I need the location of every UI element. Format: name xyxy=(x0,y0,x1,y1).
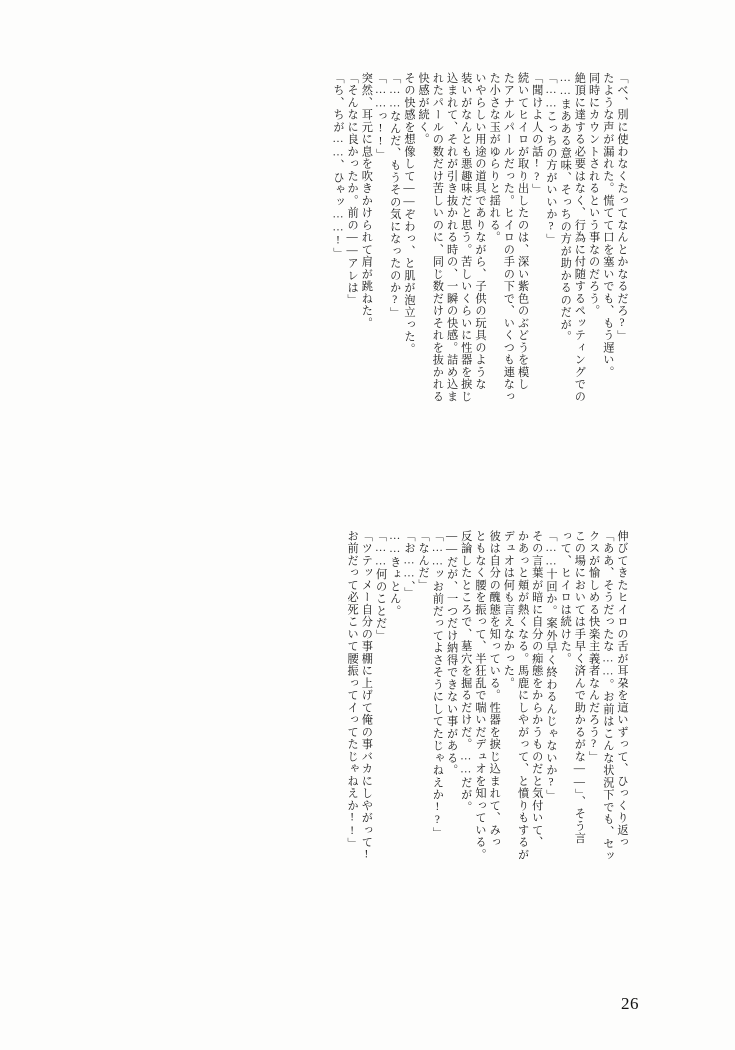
text-column: ……まあある意味、そっちの方が助かるのだが。 xyxy=(559,72,572,344)
text-block-lower xyxy=(343,530,627,925)
text-column: 「そんなに良かったか。前の——アレは」 xyxy=(346,72,359,307)
text-block-upper xyxy=(329,72,627,492)
text-column: その言葉が暗に自分の痴態をからかうものだと気付いて、 xyxy=(530,530,543,849)
text-column: 反論したところで、墓穴を掘るだけだ。……だが。 xyxy=(459,530,472,814)
text-column: クスが愉しめる快楽主義者なんだろう?」 xyxy=(587,530,600,764)
text-column: 快感が続く。 xyxy=(417,72,430,146)
text-column: 絶頂に達する必要はなく、行為に付随するペッティングでの xyxy=(573,72,586,403)
text-column: 彼は自分の醜態を知っている。性器を捩じ込まれて、みっ xyxy=(488,530,501,849)
text-column: 続いてヒイロが取り出したのは、深い紫色のぶどうを模し xyxy=(516,72,529,391)
text-column: ともなく腰を振って、半狂乱で喘いだデュオを知っている。 xyxy=(473,530,486,861)
text-column: ……きょとん。 xyxy=(388,530,401,618)
text-column: って、ヒイロは続けた。 xyxy=(559,530,572,665)
text-column: 「……なんだ、もうその気になったのか?」 xyxy=(388,72,401,320)
page-number: 26 xyxy=(621,994,639,1013)
text-column: お前だって必死こいて腰振ってイってたじゃねえか!!」 xyxy=(346,530,359,851)
text-column: たような声が漏れた。慌てて口を塞いでも、もう遅い。 xyxy=(601,72,614,379)
text-column: 「ああ、そうだったな……。お前はこんな状況下でも、セッ xyxy=(601,530,614,863)
text-column: 込まれて、それが引き抜かれる時の、一瞬の快感。詰め込ま xyxy=(445,72,458,403)
text-column: かあっと頬が熱くなる。馬鹿にしやがって、と憤りもするが xyxy=(516,530,529,861)
text-column: 伸びてきたヒイロの舌が耳朶を這いずって、ひっくり返っ xyxy=(616,530,628,849)
text-column: 「お……、」 xyxy=(402,530,415,600)
text-column: 「べ、別に使わなくたってなんとかなるだろ?」 xyxy=(616,72,628,343)
text-column: 同時にカウントされるという事なのだろう。 xyxy=(587,72,600,317)
text-column: いやらしい用途の道具でありながら、子供の玩具のような xyxy=(473,72,486,391)
text-column: 突然、耳元に息を吹きかけられて肩が跳ねた。 xyxy=(360,72,373,330)
text-column: た小さな玉がゆらりと揺れる。 xyxy=(488,72,501,244)
text-column: 「ツテッメー自分の事棚に上げて俺の事バカにしやがって! xyxy=(360,530,373,862)
text-column: この場においては手早く済んで助かるがな——」、そう言 xyxy=(573,530,586,845)
text-column: 「……こっちの方がいいか?」 xyxy=(544,72,557,246)
text-column: 「……っ!!」 xyxy=(374,72,387,161)
text-column: たアナルパールだった。ヒイロの手の下で、いくつも連なっ xyxy=(502,72,515,403)
text-column: 「……ッお前だってよさそうにしてたじゃねえか!?」 xyxy=(431,530,444,840)
text-column: 「なんだ」 xyxy=(417,530,430,592)
text-column: その快感を想像して——ぞわっ、と肌が泡立った。 xyxy=(402,72,415,356)
text-column: ——だが、一つだけ納得できない事がある。 xyxy=(445,530,458,777)
text-column: 「ち、ちが……、ひゃッ……!」 xyxy=(331,72,344,260)
text-column: 「……十回か。案外早く終わるんじゃないか?」 xyxy=(544,530,557,802)
text-column: デュオは何も言えなかった。 xyxy=(502,530,515,690)
text-column: 「聞けよ人の話!?」 xyxy=(530,72,543,197)
text-column: れたパールの数だけ苦しいのに、同じ数だけそれを抜かれる xyxy=(431,72,444,403)
text-column: 装いがなんとも悪趣味だと思う。苦しいくらいに性器を捩じ xyxy=(459,72,472,403)
text-column: 「……何のことだ」 xyxy=(374,530,387,642)
